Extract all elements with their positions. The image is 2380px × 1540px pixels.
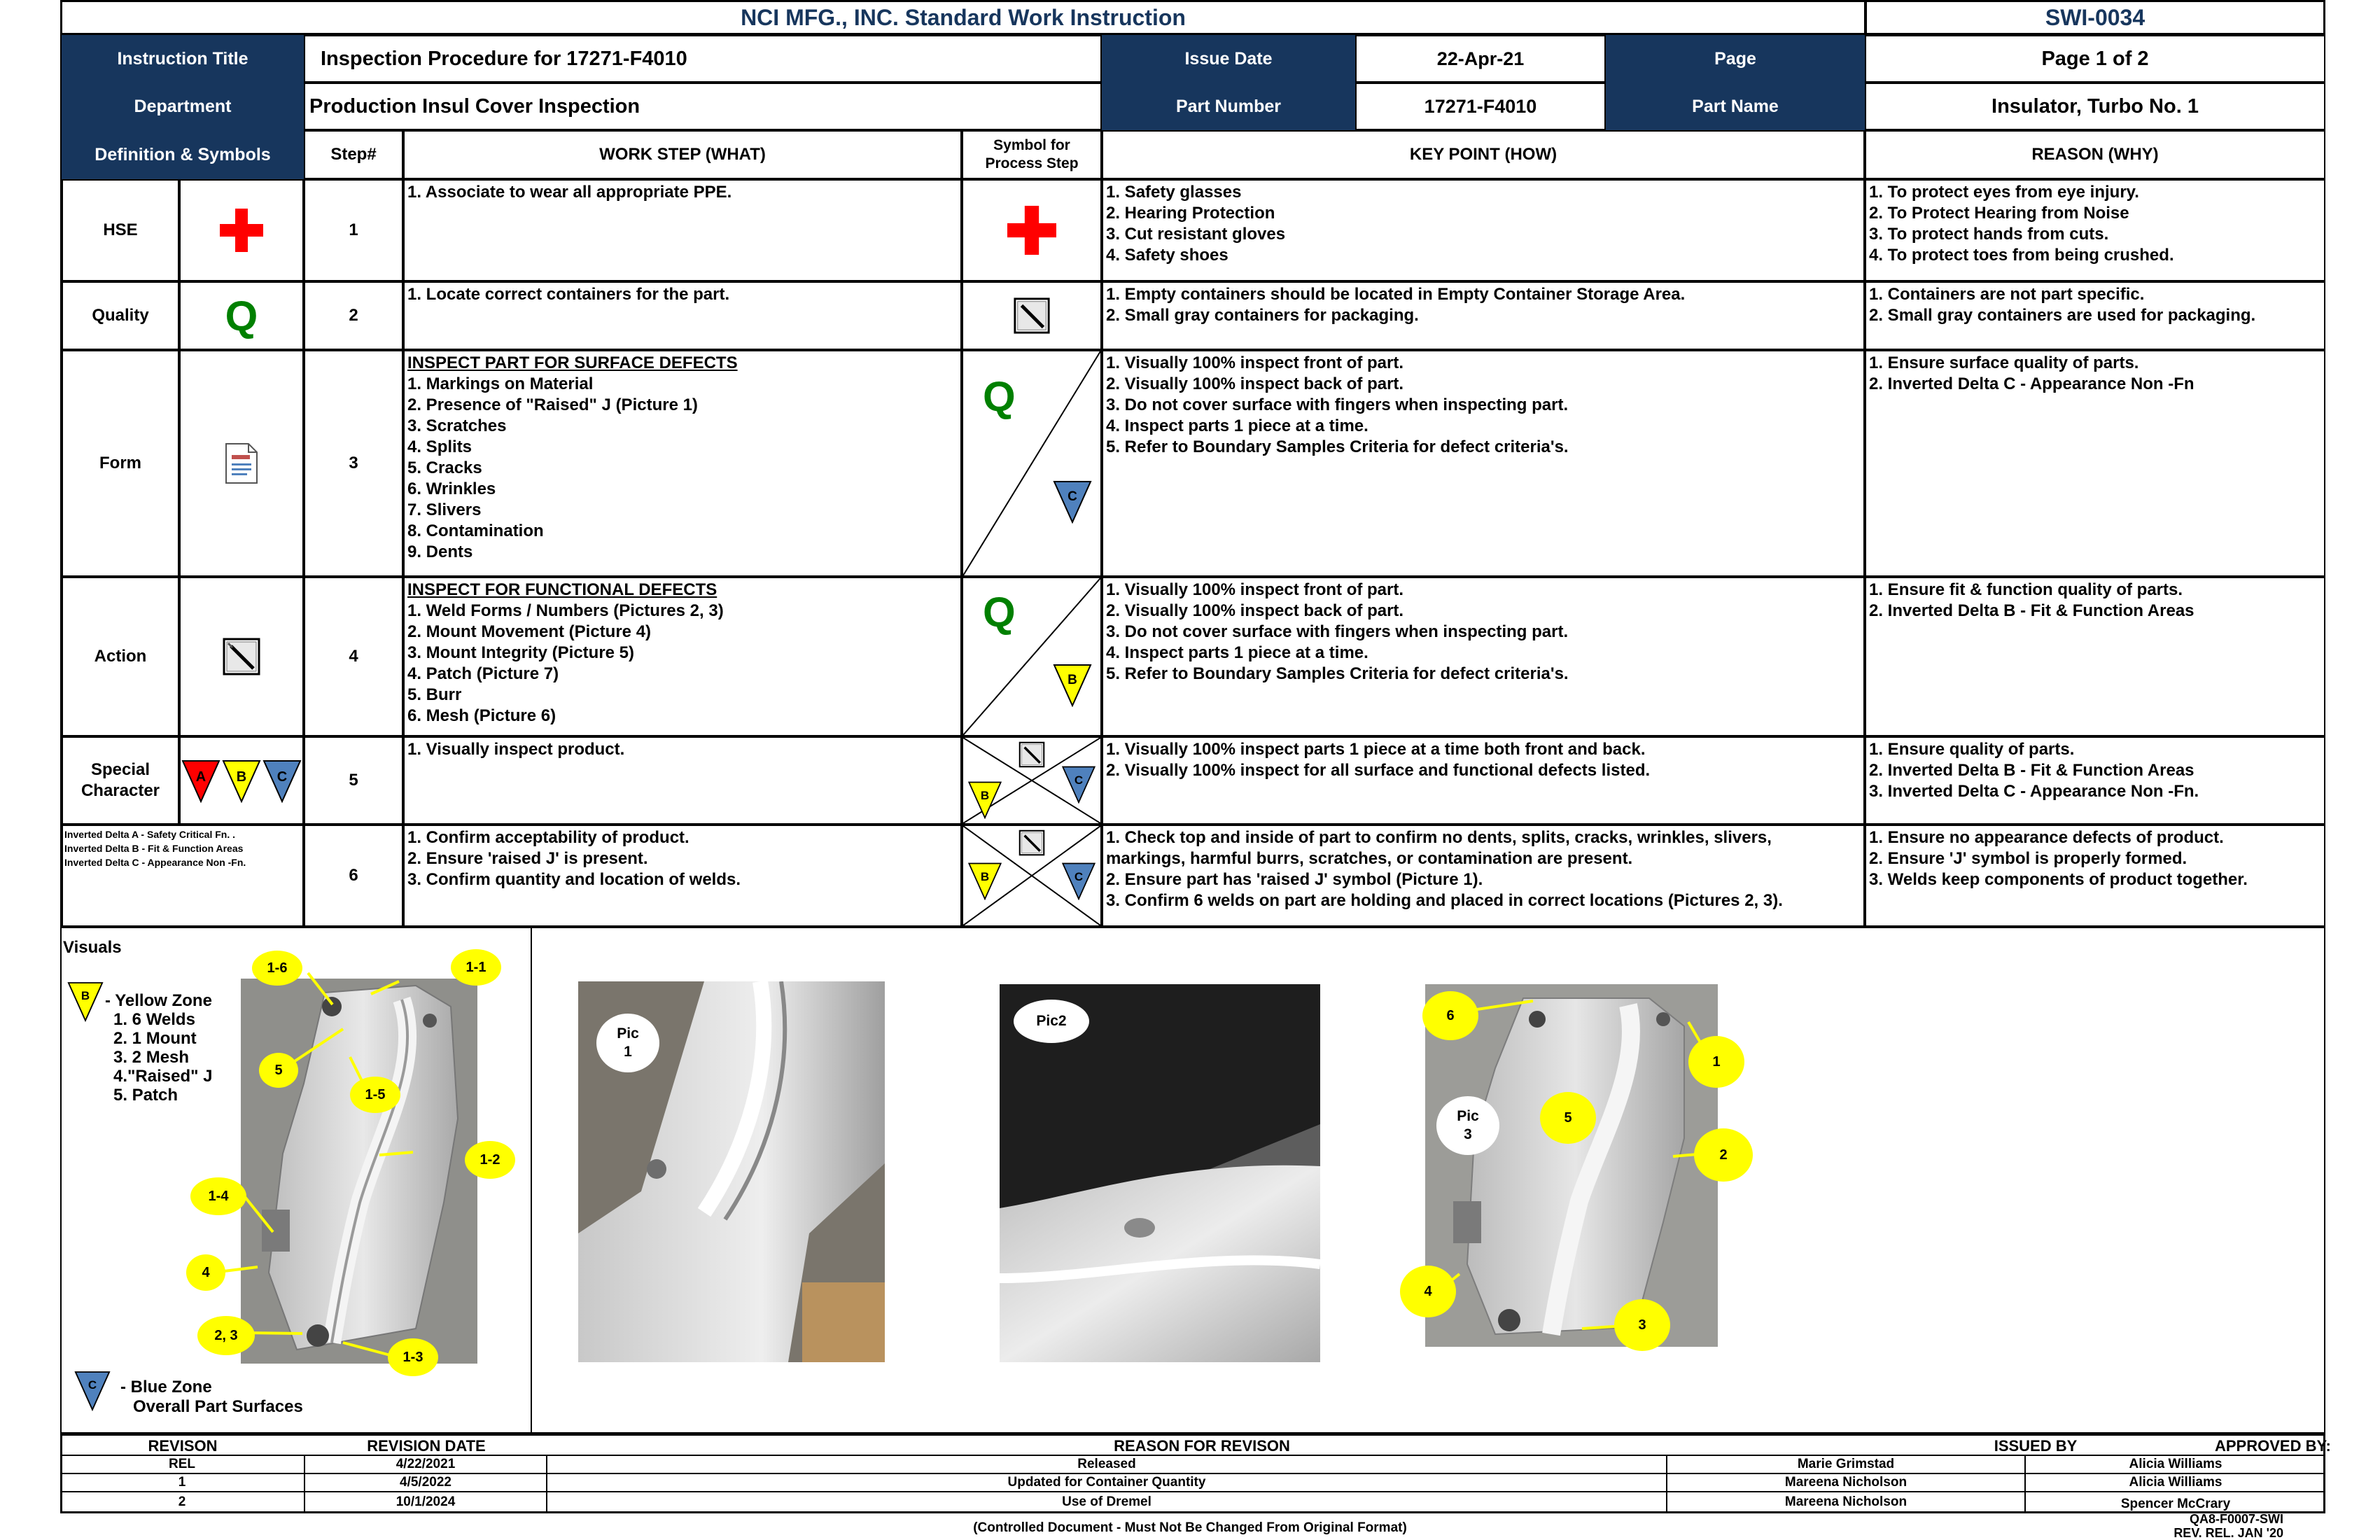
department-text: Production Insul Cover Inspection: [309, 94, 640, 118]
quality-symbol-cell: [179, 281, 304, 350]
step-6-what-line: 1. Confirm acceptability of product.: [407, 828, 690, 847]
form-symbol-cell: [179, 350, 304, 577]
step-1-number: 1: [304, 179, 403, 281]
step-5-how-line: 2. Visually 100% inspect for all surface and functional defects listed.: [1106, 761, 1651, 780]
callout-label: 5: [1540, 1092, 1596, 1144]
step-4-how: [1102, 577, 1865, 736]
step-3-what-title: INSPECT PART FOR SURFACE DEFECTS: [407, 354, 738, 372]
hse-symbol-cell: [179, 179, 304, 281]
step-6-why: [1865, 825, 2325, 927]
step-5-symbol: [962, 736, 1102, 825]
page-value-text: Page 1 of 2: [2041, 47, 2149, 70]
form-label: Form: [62, 350, 179, 577]
part-number-value: [1355, 83, 1606, 130]
step-6-what-line: 2. Ensure 'raised J' is present.: [407, 849, 648, 868]
revision-table-top-line: [60, 1434, 2325, 1436]
revision-col-header: REVISION DATE: [367, 1437, 486, 1455]
instruction-title-value: [304, 35, 1102, 83]
step-2-what-line: 1. Locate correct containers for the part.: [407, 285, 730, 304]
revision-col-header: REVISON: [148, 1437, 218, 1455]
step-6-how-line: 3. Confirm 6 welds on part are holding and placed in correct locations (Pictures 2, 3).: [1106, 891, 1783, 910]
revision-cell: Spencer McCrary: [2120, 1497, 2231, 1511]
department-value: [304, 83, 1102, 130]
quality-label: Quality: [62, 281, 179, 350]
special-symbol-cell: [179, 736, 304, 825]
page-value: [1865, 35, 2325, 83]
step-3-what-line: 6. Wrinkles: [407, 479, 496, 498]
revision-cell: 1: [60, 1474, 305, 1491]
step-1-why-line: 2. To Protect Hearing from Noise: [1869, 204, 2129, 223]
quality-q-icon: Q: [225, 292, 258, 340]
delta-a-icon: A: [181, 758, 220, 803]
key-point-header: KEY POINT (HOW): [1102, 130, 1865, 179]
revision-cell: Use of Dremel: [547, 1492, 1667, 1512]
step-4-why-line: 1. Ensure fit & function quality of parts.: [1869, 580, 2183, 599]
issue-date-label: Issue Date: [1102, 35, 1355, 83]
department-label: Department: [62, 83, 304, 130]
symbol-header: [962, 130, 1102, 179]
part-name-value: [1865, 83, 2325, 130]
step-3-how-line: 5. Refer to Boundary Samples Criteria for defect criteria's.: [1106, 438, 1569, 456]
step-1-why-line: 4. To protect toes from being crushed.: [1869, 246, 2174, 265]
quality-q-icon: Q: [983, 589, 1016, 636]
step-3-how: [1102, 350, 1865, 577]
step-1-how-line: 2. Hearing Protection: [1106, 204, 1275, 223]
symbol-header-line2: Process Step: [985, 155, 1079, 172]
step-5-number: 5: [304, 736, 403, 825]
step-3-how-line: 3. Do not cover surface with fingers when inspecting part.: [1106, 396, 1569, 414]
yellow-zone-item: 4."Raised" J: [113, 1067, 213, 1086]
step-4-how-line: 2. Visually 100% inspect back of part.: [1106, 601, 1404, 620]
instruction-title-label: Instruction Title: [62, 35, 304, 83]
blue-zone-label: - Blue Zone: [120, 1378, 212, 1396]
definition-symbols-header: Definition & Symbols: [62, 130, 304, 179]
step-5-why: [1865, 736, 2325, 825]
step-1-how: [1102, 179, 1865, 281]
callout-label: 6: [1422, 991, 1478, 1040]
step-6-what-line: 3. Confirm quantity and location of welds.: [407, 870, 741, 889]
step-3-how-line: 2. Visually 100% inspect back of part.: [1106, 374, 1404, 393]
revision-cell: Updated for Container Quantity: [547, 1474, 1667, 1491]
callout-label: 4: [186, 1254, 225, 1291]
part-number-label: Part Number: [1102, 83, 1355, 130]
revision-cell: REL: [60, 1456, 305, 1473]
revision-col-header: ISSUED BY: [1994, 1437, 2078, 1455]
step-4-what: [403, 577, 962, 736]
step-1-how-line: 3. Cut resistant gloves: [1106, 225, 1286, 244]
step-3-what-line: 3. Scratches: [407, 416, 507, 435]
step-3-symbol: [962, 350, 1102, 577]
step-3-why: [1865, 350, 2325, 577]
revision-cell: Mareena Nicholson: [1667, 1474, 2026, 1491]
step-3-what-line: 1. Markings on Material: [407, 374, 594, 393]
def-c-text: Inverted Delta C - Appearance Non -Fn.: [64, 857, 246, 868]
step-5-why-line: 2. Inverted Delta B - Fit & Function Areas: [1869, 761, 2194, 780]
step-6-how-line: 2. Ensure part has 'raised J' symbol (Picture 1).: [1106, 870, 1483, 889]
red-cross-icon: [220, 209, 263, 252]
blue-zone-desc: Overall Part Surfaces: [133, 1397, 303, 1416]
step-6-how-line: markings, harmful burrs, scratches, or contamination are present.: [1106, 849, 1633, 868]
step-6-what: [403, 825, 962, 927]
revision-cell: 4/22/2021: [305, 1456, 547, 1473]
yellow-zone-label: - Yellow Zone: [105, 991, 212, 1010]
delta-b-icon: B: [1051, 662, 1093, 707]
action-pencil-icon: [1018, 829, 1046, 857]
step-5-why-line: 1. Ensure quality of parts.: [1869, 740, 2075, 759]
special-line2: Character: [80, 781, 160, 800]
callout-label: 1: [1688, 1036, 1744, 1088]
special-line1: Special: [90, 760, 150, 779]
hse-label: HSE: [62, 179, 179, 281]
delta-b-icon: B: [222, 758, 261, 803]
delta-definitions: [62, 825, 304, 927]
form-document-icon: [225, 442, 258, 484]
step-2-why-line: 1. Containers are not part specific.: [1869, 285, 2145, 304]
step-1-why: [1865, 179, 2325, 281]
step-5-why-line: 3. Inverted Delta C - Appearance Non -Fn.: [1869, 782, 2199, 801]
step-4-number: 4: [304, 577, 403, 736]
step-4-how-line: 1. Visually 100% inspect front of part.: [1106, 580, 1404, 599]
step-5-how: [1102, 736, 1865, 825]
callout-label: 1-5: [350, 1077, 400, 1113]
revision-cell: 10/1/2024: [305, 1492, 547, 1512]
revision-col-header: APPROVED BY:: [2215, 1437, 2331, 1455]
revision-cell: Mareena Nicholson: [1667, 1492, 2026, 1512]
yellow-zone-item: 3. 2 Mesh: [113, 1048, 190, 1067]
step-1-how-line: 1. Safety glasses: [1106, 183, 1242, 202]
step-2-why: [1865, 281, 2325, 350]
action-pencil-icon: [1012, 296, 1051, 335]
step-1-symbol: [962, 179, 1102, 281]
step-3-what-line: 8. Contamination: [407, 522, 544, 540]
step-4-what-line: 5. Burr: [407, 685, 462, 704]
blue-zone-legend: [120, 1378, 303, 1417]
step-6-symbol: [962, 825, 1102, 927]
def-a-text: Inverted Delta A - Safety Critical Fn. .: [64, 829, 236, 840]
delta-c-icon: C: [1061, 861, 1096, 900]
step-3-what-line: 9. Dents: [407, 542, 473, 561]
delta-b-icon: B: [967, 861, 1002, 900]
pic-1-label: Pic 1: [596, 1014, 659, 1072]
step-3-what-line: 7. Slivers: [407, 500, 482, 519]
doc-number-text: SWI-0034: [2045, 4, 2146, 30]
step-4-what-line: 4. Patch (Picture 7): [407, 664, 559, 683]
step-4-what-line: 1. Weld Forms / Numbers (Pictures 2, 3): [407, 601, 724, 620]
step-4-what-line: 6. Mesh (Picture 6): [407, 706, 556, 725]
blue-zone-delta-icon: C: [74, 1369, 111, 1411]
step-4-symbol: [962, 577, 1102, 736]
action-pencil-icon: [1018, 741, 1046, 769]
visuals-title: Visuals: [63, 938, 122, 957]
step-3-why-line: 2. Inverted Delta C - Appearance Non -Fn: [1869, 374, 2194, 393]
pic-3-label: Pic 3: [1436, 1096, 1499, 1155]
step-2-what: [403, 281, 962, 350]
red-cross-icon: [1007, 206, 1056, 255]
part-number-text: 17271-F4010: [1424, 95, 1537, 117]
work-step-header: WORK STEP (WHAT): [403, 130, 962, 179]
company-title-text: NCI MFG., INC. Standard Work Instruction: [741, 4, 1186, 30]
step-4-what-line: 2. Mount Movement (Picture 4): [407, 622, 652, 641]
step-1-why-line: 3. To protect hands from cuts.: [1869, 225, 2109, 244]
controlled-document-note: (Controlled Document - Must Not Be Changed From Original Format): [973, 1520, 1407, 1535]
delta-c-icon: C: [1051, 479, 1093, 524]
step-6-why-line: 2. Ensure 'J' symbol is properly formed.: [1869, 849, 2188, 868]
page-label: Page: [1606, 35, 1865, 83]
revision-cell: 2: [60, 1492, 305, 1512]
callout-label: 1-6: [252, 951, 302, 986]
action-pencil-icon: [221, 636, 262, 677]
callout-label: 2: [1694, 1128, 1753, 1182]
step-6-why-line: 1. Ensure no appearance defects of product.: [1869, 828, 2224, 847]
step-1-what: [403, 179, 962, 281]
revision-row: [60, 1492, 2325, 1512]
step-2-symbol: [962, 281, 1102, 350]
delta-c-icon: C: [262, 758, 302, 803]
yellow-zone-item: 5. Patch: [113, 1086, 178, 1105]
def-b-text: Inverted Delta B - Fit & Function Areas: [64, 843, 244, 854]
step-4-what-line: 3. Mount Integrity (Picture 5): [407, 643, 635, 662]
form-number: QA8-F0007-SWI: [2189, 1512, 2283, 1526]
part-name-label: Part Name: [1606, 83, 1865, 130]
company-title: [60, 0, 1866, 35]
step-5-how-line: 1. Visually 100% inspect parts 1 piece at a time both front and back.: [1106, 740, 1646, 759]
step-3-what-line: 2. Presence of "Raised" J (Picture 1): [407, 396, 698, 414]
revision-col-header: REASON FOR REVISON: [1114, 1437, 1290, 1455]
action-symbol-cell: [179, 577, 304, 736]
revision-row: [60, 1474, 2325, 1492]
issue-date-text: 22-Apr-21: [1436, 48, 1525, 69]
revision-cell: Alicia Williams: [2129, 1475, 2222, 1490]
step-4-how-line: 4. Inspect parts 1 piece at a time.: [1106, 643, 1368, 662]
step-1-what-line: 1. Associate to wear all appropriate PPE.: [407, 183, 732, 202]
step-2-why-line: 2. Small gray containers are used for packaging.: [1869, 306, 2256, 325]
revision-row: [60, 1456, 2325, 1474]
step-3-what-line: 4. Splits: [407, 438, 472, 456]
step-4-what-title: INSPECT FOR FUNCTIONAL DEFECTS: [407, 580, 718, 599]
callout-label: 1-4: [190, 1177, 246, 1215]
yellow-zone-delta-icon: B: [67, 980, 104, 1022]
step-3-how-line: 1. Visually 100% inspect front of part.: [1106, 354, 1404, 372]
special-character-label: [62, 736, 179, 825]
yellow-zone-item: 2. 1 Mount: [113, 1029, 197, 1048]
step-3-number: 3: [304, 350, 403, 577]
step-1-how-line: 4. Safety shoes: [1106, 246, 1228, 265]
rev-release: REV. REL. JAN '20: [2174, 1526, 2283, 1540]
step-2-number: 2: [304, 281, 403, 350]
callout-label: 3: [1614, 1299, 1670, 1351]
revision-cell: Marie Grimstad: [1667, 1456, 2026, 1473]
step-3-why-line: 1. Ensure surface quality of parts.: [1869, 354, 2139, 372]
callout-label: 1-2: [465, 1141, 515, 1179]
step-6-number: 6: [304, 825, 403, 927]
step-6-how: [1102, 825, 1865, 927]
action-label: Action: [62, 577, 179, 736]
step-header: Step#: [304, 130, 403, 179]
step-4-how-line: 3. Do not cover surface with fingers when inspecting part.: [1106, 622, 1569, 641]
step-6-how-line: 1. Check top and inside of part to confirm no dents, splits, cracks, wrinkles, slivers,: [1106, 828, 1772, 847]
step-5-what-line: 1. Visually inspect product.: [407, 740, 625, 759]
revision-cell: Alicia Williams: [2129, 1457, 2222, 1471]
issue-date-value: [1355, 35, 1606, 83]
step-4-how-line: 5. Refer to Boundary Samples Criteria for defect criteria's.: [1106, 664, 1569, 683]
step-6-why-line: 3. Welds keep components of product together.: [1869, 870, 2248, 889]
callout-label: 5: [259, 1053, 298, 1088]
step-2-how-line: 2. Small gray containers for packaging.: [1106, 306, 1419, 325]
step-3-what-line: 5. Cracks: [407, 458, 482, 477]
pic-2-label: Pic2: [1014, 1000, 1089, 1043]
revision-cell: Released: [547, 1456, 1667, 1473]
step-1-why-line: 1. To protect eyes from eye injury.: [1869, 183, 2139, 202]
step-3-what: [403, 350, 962, 577]
revision-cell: 4/5/2022: [305, 1474, 547, 1491]
callout-label: 2, 3: [197, 1316, 255, 1355]
step-3-how-line: 4. Inspect parts 1 piece at a time.: [1106, 416, 1368, 435]
instruction-title-text: Inspection Procedure for 17271-F4010: [321, 47, 687, 70]
step-2-how: [1102, 281, 1865, 350]
step-2-how-line: 1. Empty containers should be located in Empty Container Storage Area.: [1106, 285, 1686, 304]
part-name-text: Insulator, Turbo No. 1: [1991, 94, 2199, 118]
step-5-what: [403, 736, 962, 825]
callout-label: 4: [1400, 1266, 1456, 1317]
delta-b-icon: B: [967, 780, 1002, 819]
step-4-why: [1865, 577, 2325, 736]
delta-c-icon: C: [1061, 764, 1096, 804]
callout-label: 1-1: [451, 949, 501, 986]
revision-header-row: [60, 1437, 2331, 1455]
symbol-header-line1: Symbol for: [993, 137, 1070, 153]
reason-header: REASON (WHY): [1865, 130, 2325, 179]
doc-number: [1865, 0, 2325, 35]
yellow-zone-item: 1. 6 Welds: [113, 1010, 195, 1029]
callout-label: 1-3: [388, 1338, 438, 1376]
quality-q-icon: Q: [983, 373, 1016, 420]
step-4-why-line: 2. Inverted Delta B - Fit & Function Areas: [1869, 601, 2194, 620]
